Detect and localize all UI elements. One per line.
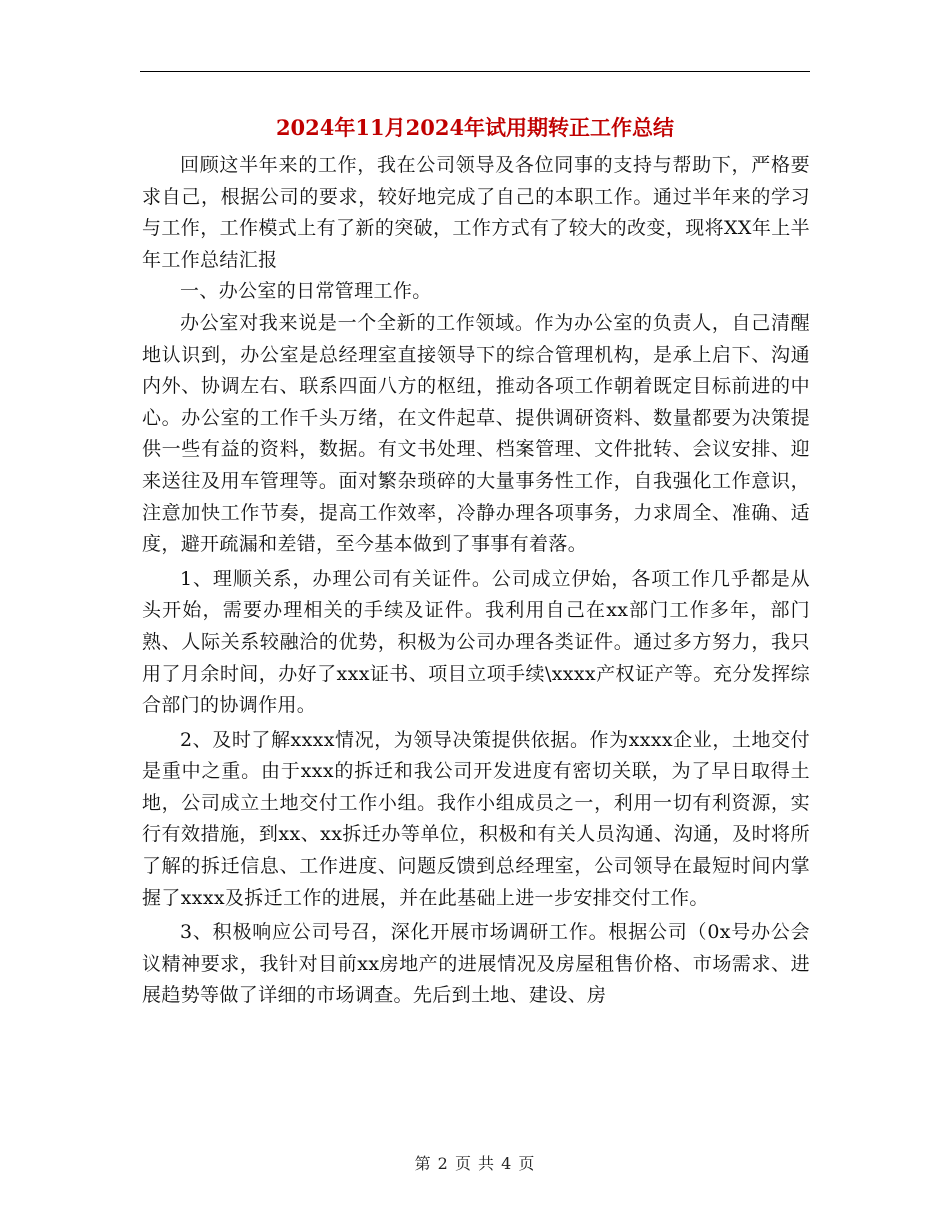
document-title: 2024年11月2024年试用期转正工作总结 <box>275 115 675 140</box>
paragraph-intro: 回顾这半年来的工作，我在公司领导及各位同事的支持与帮助下，严格要求自己，根据公司的要求，较好地完成了自己的本职工作。通过半年来的学习与工作，工作模式上有了新的突破，工作方式有了较大的改变，现将XX年上半年工作总结汇报 <box>142 154 810 271</box>
paragraph-item-3: 3、积极响应公司号召，深化开展市场调研工作。根据公司（0x号办公会议精神要求，我针对目前xx房地产的进展情况及房屋租售价格、市场需求、进展趋势等做了详细的市场调查。先后到土地、建设、房 <box>142 921 810 1007</box>
page-number: 第 2 页 共 4 页 <box>414 1154 536 1173</box>
paragraph-office-work: 办公室对我来说是一个全新的工作领域。作为办公室的负责人，自己清醒地认识到，办公室是总经理室直接领导下的综合管理机构，是承上启下、沟通内外、协调左右、联系四面八方的枢纽，推动各项工作朝着既定目标前进的中心。办公室的工作千头万绪，在文件起草、提供调研资料、数量都要为决策提供一些有益的资料，数据。有文书处理、档案管理、文件批转、会议安排、迎来送往及用车管理等。面对繁杂琐碎的大量事务性工作，自我强化工作意识，注意加快工作节奏，提高工作效率，冷静办理各项事务，力求周全、准确、适度，避开疏漏和差错，至今基本做到了事事有着落。 <box>142 311 810 556</box>
header-rule <box>140 71 810 72</box>
document-body <box>142 150 810 1012</box>
paragraph-item-1: 1、理顺关系，办理公司有关证件。公司成立伊始，各项工作几乎都是从头开始，需要办理相关的手续及证件。我利用自己在xx部门工作多年，部门熟、人际关系较融洽的优势，积极为公司办理各类证件。通过多方努力，我只用了月余时间，办好了xxx证书、项目立项手续\xxxx产权证产等。充分发挥综合部门的协调作用。 <box>142 567 810 717</box>
section-heading-office: 一、办公室的日常管理工作。 <box>180 280 432 303</box>
paragraph-item-2: 2、及时了解xxxx情况，为领导决策提供依据。作为xxxx企业，土地交付是重中之重。由于xxx的拆迁和我公司开发进度有密切关联，为了早日取得土地，公司成立土地交付工作小组。我作小组成员之一，利用一切有利资源，实行有效措施，到xx、xx拆迁办等单位，积极和有关人员沟通、沟通，及时将所了解的拆迁信息、工作进度、问题反馈到总经理室，公司领导在最短时间内掌握了xxxx及拆迁工作的进展，并在此基础上进一步安排交付工作。 <box>142 728 810 909</box>
